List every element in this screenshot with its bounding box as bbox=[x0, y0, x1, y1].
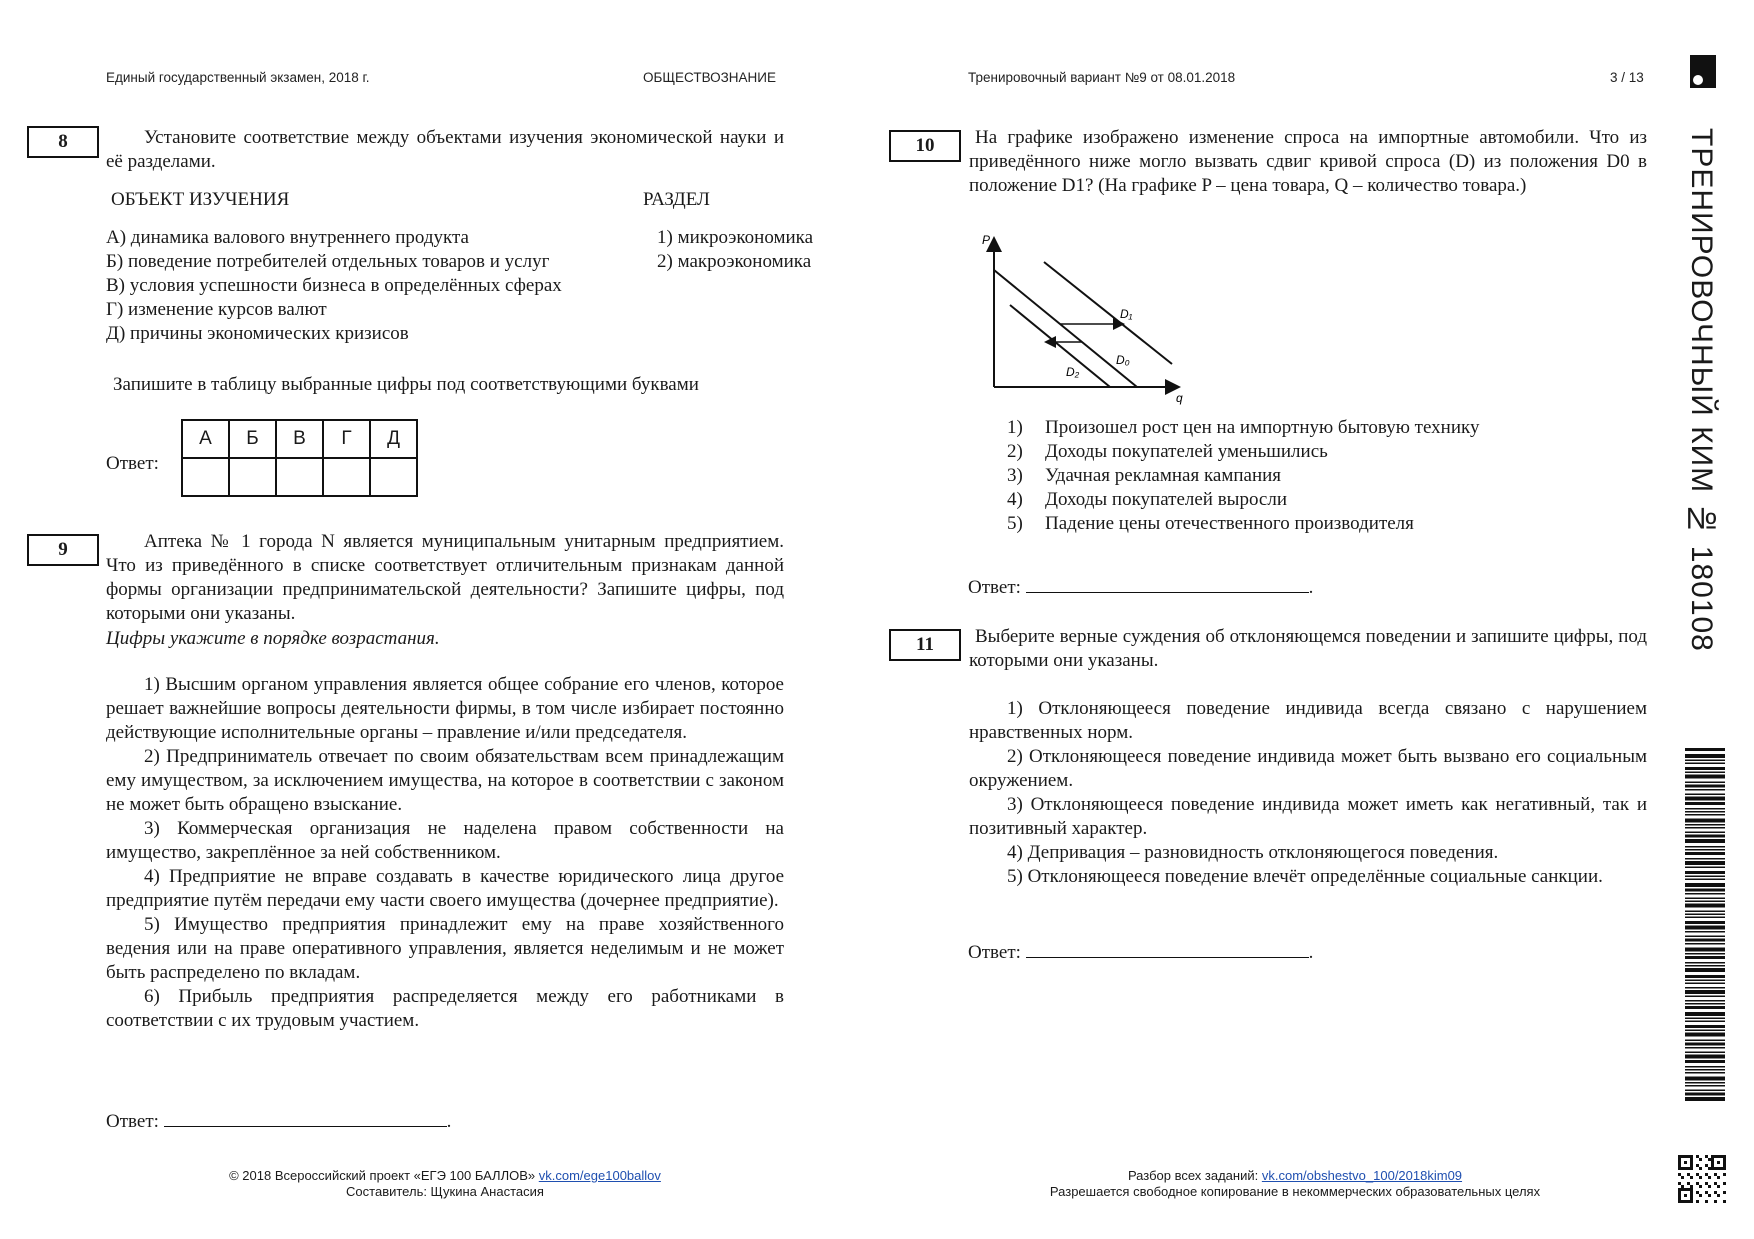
header-page-number: 3 / 13 bbox=[1610, 70, 1644, 85]
question-10-option: 1) Произошел рост цен на импортную бытовую технику bbox=[1007, 417, 1480, 438]
answer-cell-v[interactable] bbox=[276, 458, 323, 496]
question-8-items bbox=[106, 226, 666, 346]
question-9-item: 5) Имущество предприятия принадлежит ему на праве хозяйственного ведения или на праве оперативного управления, является неделимым и не может быть распределено по вкладам. bbox=[106, 914, 784, 983]
question-9-item: 6) Прибыль предприятия распределяется между его работниками в соответствии с их трудовым участием. bbox=[106, 986, 784, 1031]
question-10-options bbox=[1007, 416, 1647, 536]
question-8-answer-table bbox=[181, 419, 418, 497]
question-11-item: 1) Отклоняющееся поведение индивида всегда связано с нарушением нравственных норм. bbox=[969, 698, 1647, 743]
curve-d2 bbox=[1010, 305, 1110, 387]
question-11-number: 11 bbox=[889, 629, 961, 661]
answer-cell-b[interactable] bbox=[229, 458, 276, 496]
footer-copy-note: Разрешается свободное копирование в некоммерческих образовательных целях bbox=[1049, 1184, 1541, 1199]
question-10-option: 4) Доходы покупателей выросли bbox=[1007, 489, 1287, 510]
question-11-items bbox=[969, 697, 1647, 889]
question-8-item: Д) причины экономических кризисов bbox=[106, 323, 409, 344]
question-8-item: Г) изменение курсов валют bbox=[106, 299, 327, 320]
question-8-instruction: Запишите в таблицу выбранные цифры под соответствующими буквами bbox=[113, 374, 699, 395]
header-exam-title: Единый государственный экзамен, 2018 г. bbox=[106, 70, 370, 85]
question-9-answer-end: . bbox=[446, 1111, 452, 1132]
answer-col-letter: В bbox=[276, 420, 323, 458]
q-axis-label: q bbox=[1176, 391, 1183, 405]
footer-analysis-label: Разбор всех заданий: bbox=[1127, 1168, 1259, 1183]
answer-cell-g[interactable] bbox=[323, 458, 370, 496]
question-11-answer-line[interactable] bbox=[1026, 939, 1309, 958]
header-variant: Тренировочный вариант №9 от 08.01.2018 bbox=[968, 70, 1236, 85]
footer-left bbox=[150, 1168, 740, 1200]
question-9-item: 3) Коммерческая организация не наделена правом собственности на имущество, закреплённое за ней собственником. bbox=[106, 818, 784, 863]
answer-col-letter: Г bbox=[323, 420, 370, 458]
question-8-right-header: РАЗДЕЛ bbox=[643, 189, 710, 210]
d2-label: D₂ bbox=[1066, 365, 1080, 379]
question-11-answer-end: . bbox=[1308, 942, 1314, 963]
question-9-item: 4) Предприятие не вправе создавать в качестве юридического лица другое предприятие путём передачи ему части своего имущества (дочернее предприятие). bbox=[106, 866, 784, 911]
footer-link-ege100[interactable]: vk.com/ege100ballov bbox=[538, 1168, 661, 1183]
question-9-number: 9 bbox=[27, 534, 99, 566]
question-9-answer-label: Ответ: bbox=[106, 1111, 159, 1132]
question-8-item: Б) поведение потребителей отдельных товаров и услуг bbox=[106, 251, 550, 272]
question-8-number: 8 bbox=[27, 126, 99, 158]
question-8-answer-label: Ответ: bbox=[106, 453, 159, 474]
question-10-prompt: На графике изображено изменение спроса на импортные автомобили. Что из приведённого ниже могло вызвать сдвиг кривой спроса (D) из положения D0 в положение D1? (На графике P – цена товара, Q – количество товара.) bbox=[969, 127, 1647, 196]
question-10-answer-row bbox=[968, 574, 1313, 600]
question-9-prompt: Аптека № 1 города N является муниципальным унитарным предприятием. Что из приведённого в списке соответствует отличительным признакам данной формы организации предпринимательской деятельности? Запишите цифры, под которыми они указаны. bbox=[106, 531, 784, 624]
answer-cell-a[interactable] bbox=[182, 458, 229, 496]
qr-code-icon bbox=[1678, 1155, 1726, 1203]
question-8-option: 1) микроэкономика bbox=[657, 227, 814, 248]
question-10-answer-end: . bbox=[1308, 577, 1314, 598]
question-8-left-header: ОБЪЕКТ ИЗУЧЕНИЯ bbox=[111, 189, 290, 210]
question-11-item: 2) Отклоняющееся поведение индивида может быть вызвано его социальным окружением. bbox=[969, 746, 1647, 791]
question-8-item: В) условия успешности бизнеса в определённых сферах bbox=[106, 275, 562, 296]
question-9-item: 2) Предприниматель отвечает по своим обязательствам всем принадлежащим ему имуществом, за исключением имущества, на которое в соответствии с законом не может быть обращено взыскание. bbox=[106, 746, 784, 815]
question-9-answer-line[interactable] bbox=[164, 1108, 447, 1127]
question-9-note: Цифры укажите в порядке возрастания. bbox=[106, 628, 440, 649]
header-subject: ОБЩЕСТВОЗНАНИЕ bbox=[643, 70, 776, 85]
footer-author: Составитель: Щукина Анастасия bbox=[346, 1184, 544, 1199]
question-8-item: А) динамика валового внутреннего продукта bbox=[106, 227, 469, 248]
footer-project: © 2018 Всероссийский проект «ЕГЭ 100 БАЛЛОВ» bbox=[229, 1168, 536, 1183]
question-10-answer-line[interactable] bbox=[1026, 574, 1309, 593]
corner-marker-icon bbox=[1690, 55, 1716, 88]
answer-col-letter: Б bbox=[229, 420, 276, 458]
question-11-item: 3) Отклоняющееся поведение индивида может иметь как негативный, так и позитивный характер. bbox=[969, 794, 1647, 839]
question-10-number: 10 bbox=[889, 130, 961, 162]
footer-right bbox=[1000, 1168, 1590, 1200]
demand-shift-graph bbox=[972, 232, 1192, 407]
question-11-item: 4) Депривация – разновидность отклоняющегося поведения. bbox=[1007, 842, 1499, 863]
d0-label: D₀ bbox=[1116, 353, 1130, 367]
question-8-prompt: Установите соответствие между объектами изучения экономической науки и её разделами. bbox=[106, 127, 784, 172]
question-9-items bbox=[106, 673, 784, 1033]
question-10-option: 5) Падение цены отечественного производителя bbox=[1007, 513, 1414, 534]
question-9-item: 1) Высшим органом управления является общее собрание его членов, которое решает важнейшие вопросы деятельности фирмы, в том числе избирает постоянно действующие исполнительные органы – правление и/или председателя. bbox=[106, 674, 784, 743]
question-8-options bbox=[657, 226, 813, 274]
answer-cell-d[interactable] bbox=[370, 458, 417, 496]
question-8-option: 2) макроэкономика bbox=[657, 251, 812, 272]
d1-label: D₁ bbox=[1120, 307, 1133, 321]
p-axis-label: P bbox=[982, 233, 991, 247]
question-11-prompt: Выберите верные суждения об отклоняющемся поведении и запишите цифры, под которыми они указаны. bbox=[969, 626, 1647, 671]
question-10-option: 3) Удачная рекламная кампания bbox=[1007, 465, 1282, 486]
footer-link-analysis[interactable]: vk.com/obshestvo_100/2018kim09 bbox=[1261, 1168, 1463, 1183]
sidebar-kim-title: ТРЕНИРОВОЧНЫЙ КИМ № 180108 bbox=[1685, 128, 1718, 652]
question-11-item: 5) Отклоняющееся поведение влечёт определённые социальные санкции. bbox=[1007, 866, 1603, 887]
answer-col-letter: А bbox=[182, 420, 229, 458]
answer-col-letter: Д bbox=[370, 420, 417, 458]
question-10-answer-label: Ответ: bbox=[968, 577, 1021, 598]
question-9-answer-row bbox=[106, 1108, 451, 1134]
barcode-icon bbox=[1683, 748, 1727, 1102]
question-11-answer-label: Ответ: bbox=[968, 942, 1021, 963]
question-10-option: 2) Доходы покупателей уменьшились bbox=[1007, 441, 1328, 462]
question-11-answer-row bbox=[968, 939, 1313, 965]
